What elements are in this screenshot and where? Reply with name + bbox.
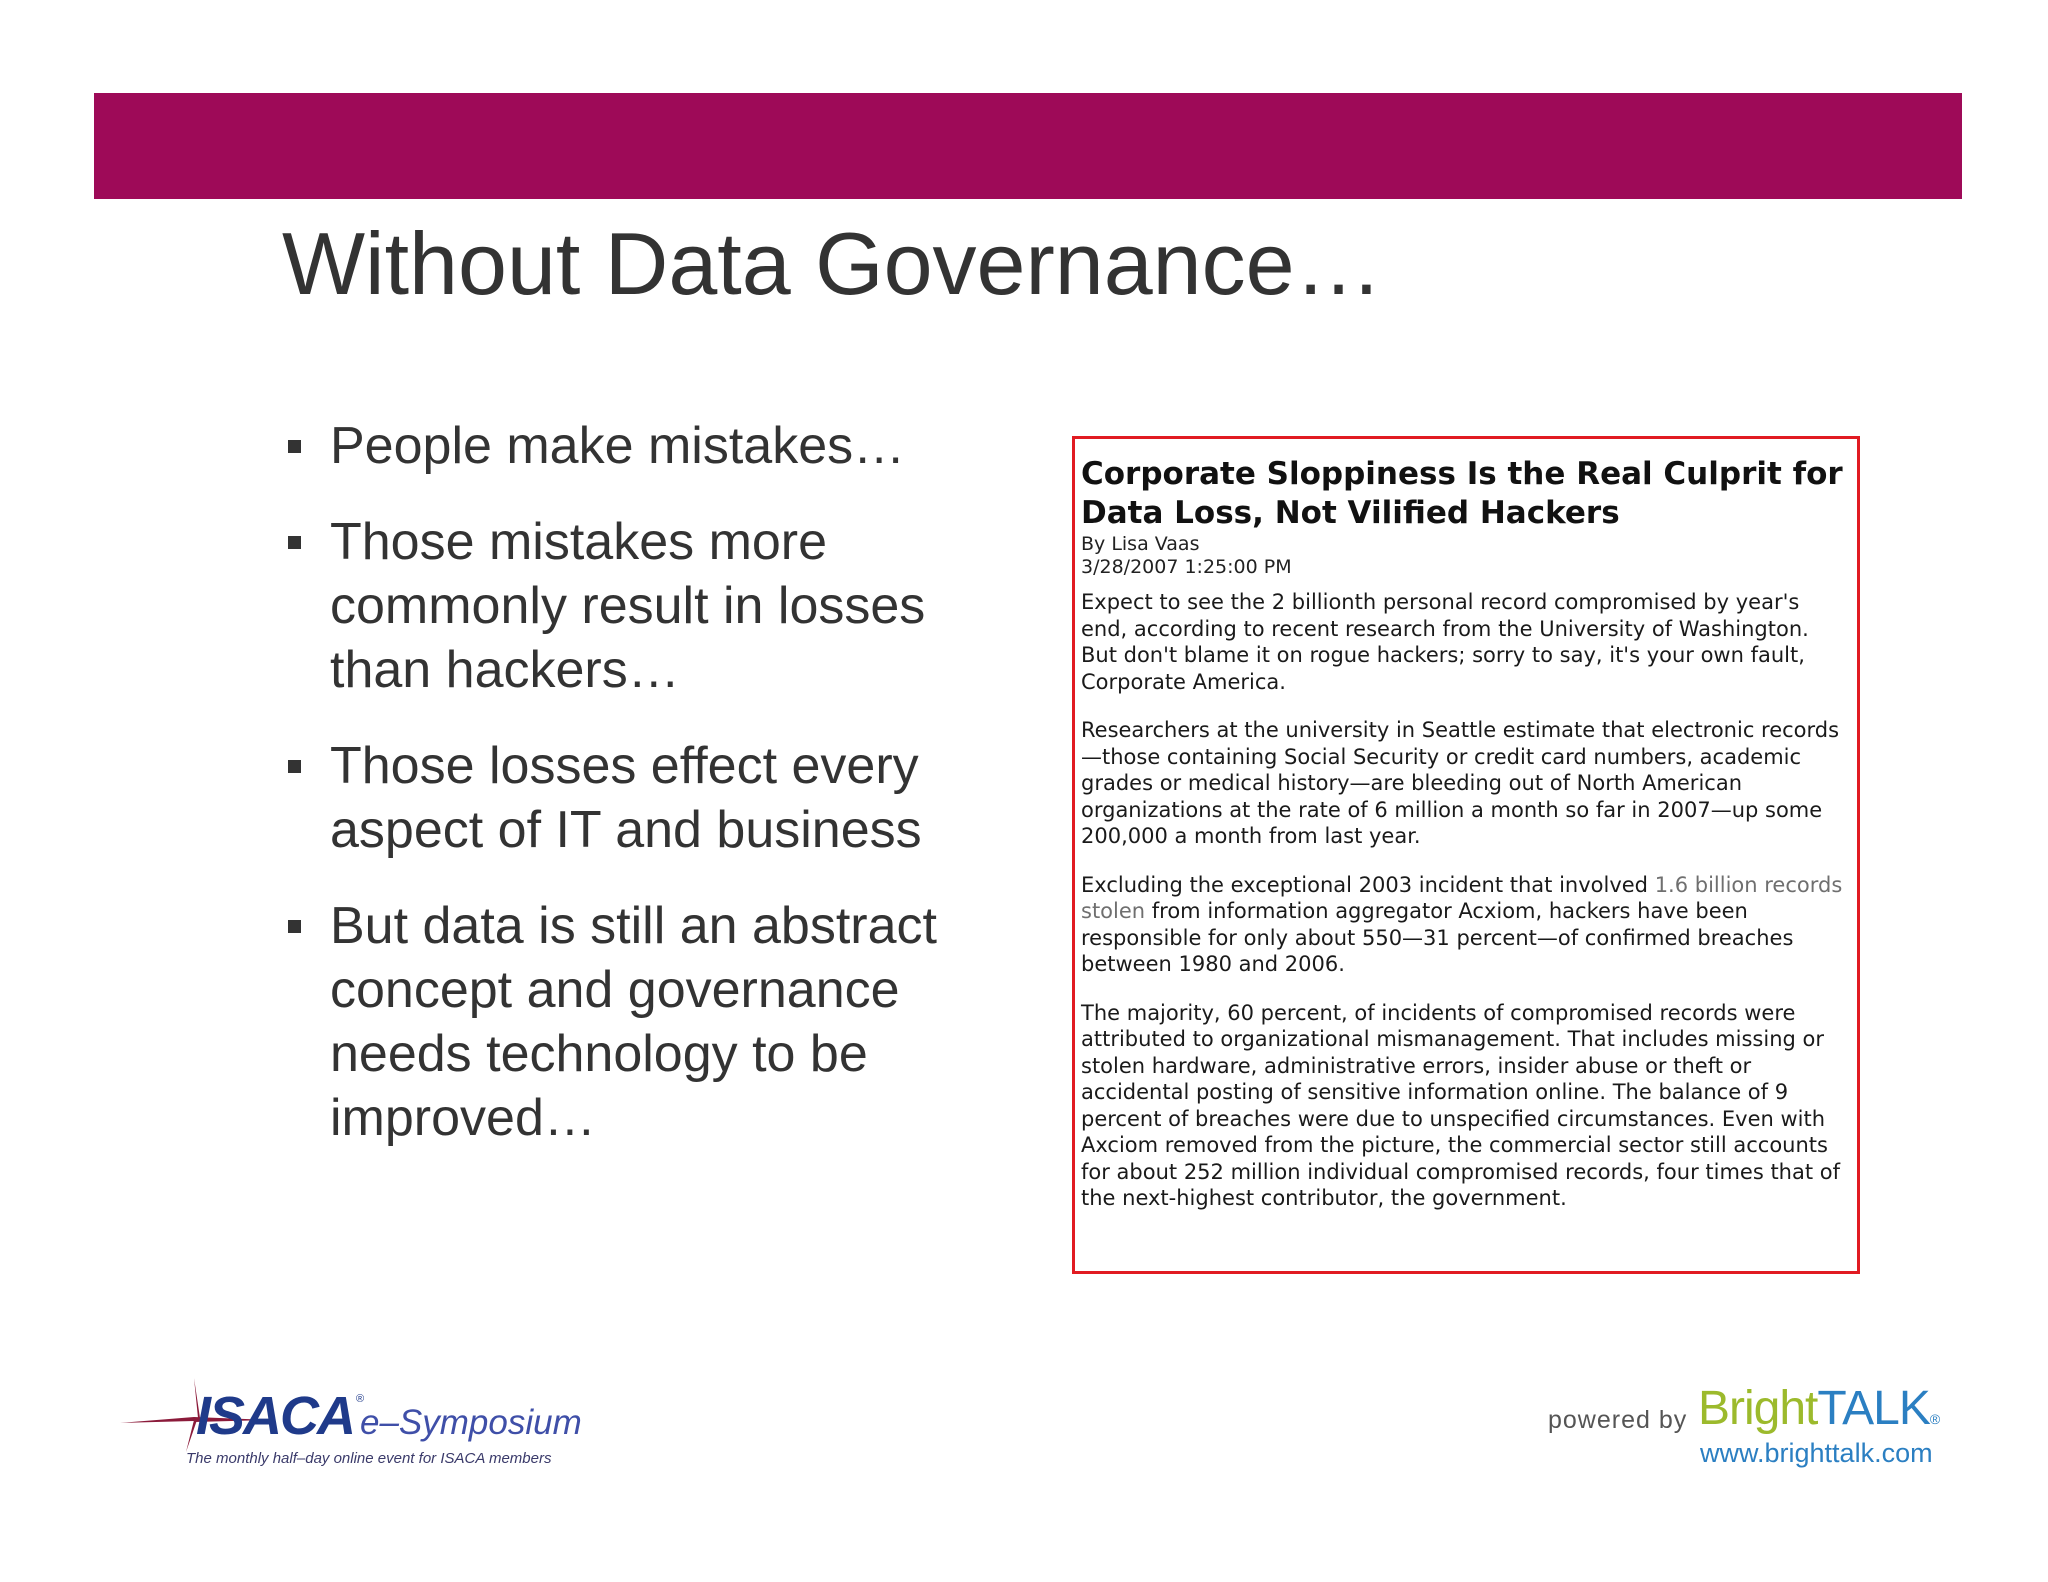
article-headline: Corporate Sloppiness Is the Real Culprit for Data Loss, Not Vilified Hackers: [1081, 456, 1843, 531]
brighttalk-url[interactable]: www.brighttalk.com: [1700, 1438, 1933, 1468]
slide-title: Without Data Governance…: [282, 214, 1383, 313]
square-bullet-icon: [288, 760, 301, 773]
registered-mark: ®: [356, 1393, 365, 1405]
article-text: from information aggregator Acxiom, hackers have been responsible for only about 550—31 percent—of confirmed breaches between 1980 and 2006.: [1081, 899, 1794, 976]
bullet-list: [282, 414, 1022, 1182]
article-date: 3/28/2007 1:25:00 PM: [1081, 556, 1292, 578]
powered-by-label: powered by: [1548, 1406, 1688, 1434]
header-band: [94, 93, 1962, 199]
article-paragraph: Researchers at the university in Seattle estimate that electronic records—those containing Social Security or credit card numbers, academic grades or medical history—are bleeding out of North American organizations at the rate of 6 million a month so far in 2007—up some 200,000 a month from last year.: [1081, 718, 1840, 848]
bullet-text: Those losses effect every aspect of IT and business: [330, 737, 922, 859]
isaca-event-name: e–Symposium: [360, 1403, 582, 1442]
square-bullet-icon: [288, 920, 301, 933]
article-paragraph: The majority, 60 percent, of incidents of compromised records were attributed to organizational mismanagement. That includes missing or stolen hardware, administrative errors, insider abuse or theft or accidental posting of sensitive information online. The balance of 9 percent of breaches were due to unspecified circumstances. Even with Axciom removed from the picture, the commercial sector still accounts for about 252 million individual compromised records, four times that of the next-highest contributor, the government.: [1081, 1000, 1841, 1210]
brighttalk-wordmark: [1698, 1384, 1939, 1444]
isaca-wordmark: ISACA: [196, 1386, 355, 1446]
brighttalk-bright: Bright: [1698, 1382, 1818, 1435]
article-link[interactable]: 1.6 billion records stolen: [1081, 872, 1843, 923]
bullet-text: But data is still an abstract concept and governance needs technology to be improved…: [330, 897, 937, 1147]
square-bullet-icon: [288, 536, 301, 549]
bullet-item: [282, 414, 1022, 478]
isaca-tagline: The monthly half–day online event for ISACA members: [186, 1450, 552, 1467]
article-byline: By Lisa Vaas: [1081, 533, 1200, 555]
square-bullet-icon: [288, 440, 301, 453]
brighttalk-logo: [1548, 1384, 1948, 1474]
bullet-item: [282, 510, 1022, 702]
article-text: Excluding the exceptional 2003 incident that involved: [1081, 872, 1655, 897]
brighttalk-talk: TALK: [1817, 1382, 1930, 1435]
registered-mark: ®: [1929, 1411, 1940, 1427]
bullet-text: Those mistakes more commonly result in losses than hackers…: [330, 513, 926, 699]
article-paragraph: Expect to see the 2 billionth personal record compromised by year's end, according to recent research from the University of Washington. But don't blame it on rogue hackers; sorry to say, it's your own fault, Corporate America.: [1081, 590, 1809, 694]
article-paragraph: [1081, 872, 1851, 978]
bullet-item: [282, 734, 1022, 862]
bullet-item: [282, 894, 1022, 1150]
bullet-text: People make mistakes…: [330, 417, 906, 475]
article-clipping: [1072, 436, 1860, 1274]
